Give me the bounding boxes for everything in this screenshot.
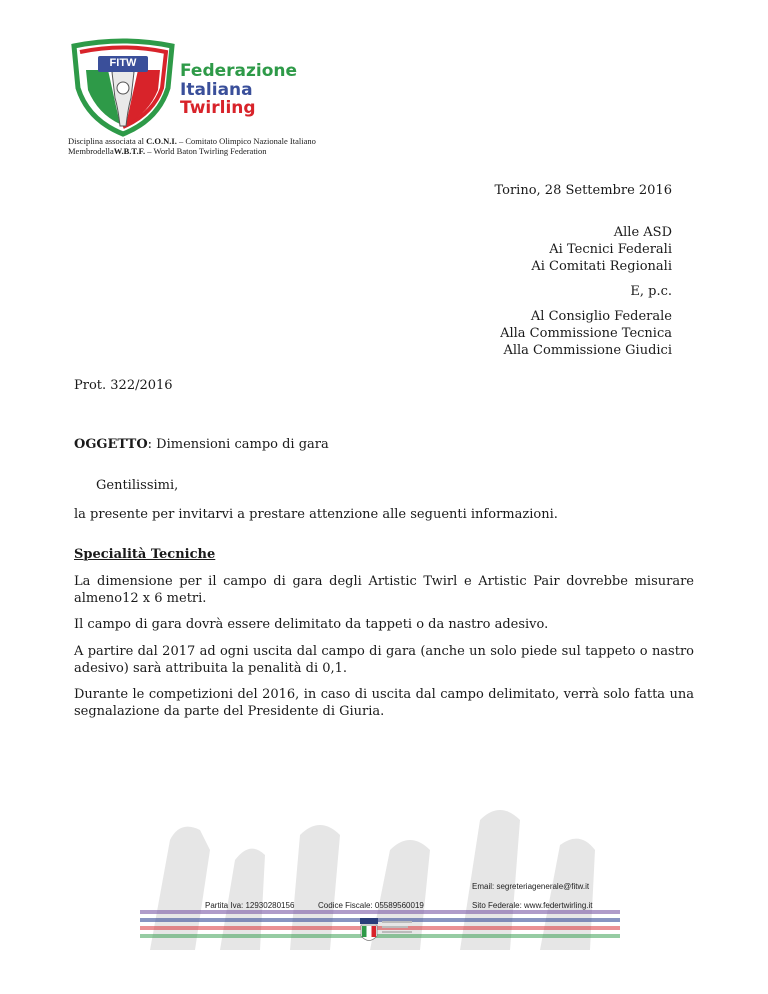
logo-title-line1: Federazione (180, 61, 298, 81)
footer-codice-fiscale: Codice Fiscale: 05589560019 (318, 901, 424, 910)
paragraph-penalty: A partire dal 2017 ad ogni uscita dal campo di gara (anche un solo piede sul tappeto o nastro adesivo) sarà attribuita la penalità di 0,1. (74, 644, 694, 676)
affiliation-wbtf-prefix: Membrodella (68, 146, 114, 156)
section-title: Specialità Tecniche (74, 547, 216, 562)
affiliation-line-wbtf (68, 146, 267, 156)
footer-email: Email: segreteriagenerale@fitw.it (472, 882, 590, 891)
footer-website: Sito Federale: www.federtwirling.it (472, 901, 593, 910)
coni-shield-icon (360, 918, 420, 948)
paragraph-2016-competitions: Durante le competizioni del 2016, in caso di uscita dal campo delimitato, verrà solo fatta una segnalazione da parte del Presidente di Giuria. (74, 687, 694, 719)
subject-line (74, 436, 329, 453)
logo-badge-text: FITW (109, 57, 137, 69)
affiliation-coni-prefix: Disciplina associata al (68, 136, 147, 146)
logo-title-line2: Italiana (180, 80, 253, 100)
recipient-tecnici: Ai Tecnici Federali (549, 242, 672, 257)
intro-paragraph: la presente per invitarvi a prestare attenzione alle seguenti informazioni. (74, 507, 558, 522)
shield-emblem-icon (68, 38, 178, 138)
place-and-date: Torino, 28 Settembre 2016 (494, 183, 672, 198)
affiliation-coni-suffix: – Comitato Olimpico Nazionale Italiano (176, 136, 316, 146)
cc-consiglio: Al Consiglio Federale (530, 309, 672, 324)
logo-title-line3: Twirling (180, 98, 256, 118)
subject-label: OGGETTO (74, 437, 148, 452)
paragraph-delimitation: Il campo di gara dovrà essere delimitato da tappeti o da nastro adesivo. (74, 617, 549, 632)
coni-emblem (360, 918, 420, 948)
cc-commissione-giudici: Alla Commissione Giudici (503, 343, 672, 358)
recipient-comitati: Ai Comitati Regionali (531, 259, 672, 274)
footer-partita-iva: Partita Iva: 12930280156 (205, 901, 295, 910)
recipient-asd: Alle ASD (613, 225, 672, 240)
greeting: Gentilissimi, (96, 478, 179, 493)
affiliation-line-coni (68, 136, 316, 146)
affiliation-wbtf-suffix: – World Baton Twirling Federation (145, 146, 267, 156)
cc-commissione-tecnica: Alla Commissione Tecnica (500, 326, 672, 341)
paragraph-dimensions: La dimensione per il campo di gara degli Artistic Twirl e Artistic Pair dovrebbe misurare almeno12 x 6 metri. (74, 574, 694, 606)
protocol-number: Prot. 322/2016 (74, 378, 173, 393)
affiliation-wbtf-acronym: W.B.T.F. (113, 146, 146, 156)
federation-logo (68, 38, 178, 138)
affiliation-coni-acronym: C.O.N.I. (146, 136, 177, 146)
cc-label: E, p.c. (630, 284, 672, 299)
subject-text: : Dimensioni campo di gara (147, 437, 329, 452)
